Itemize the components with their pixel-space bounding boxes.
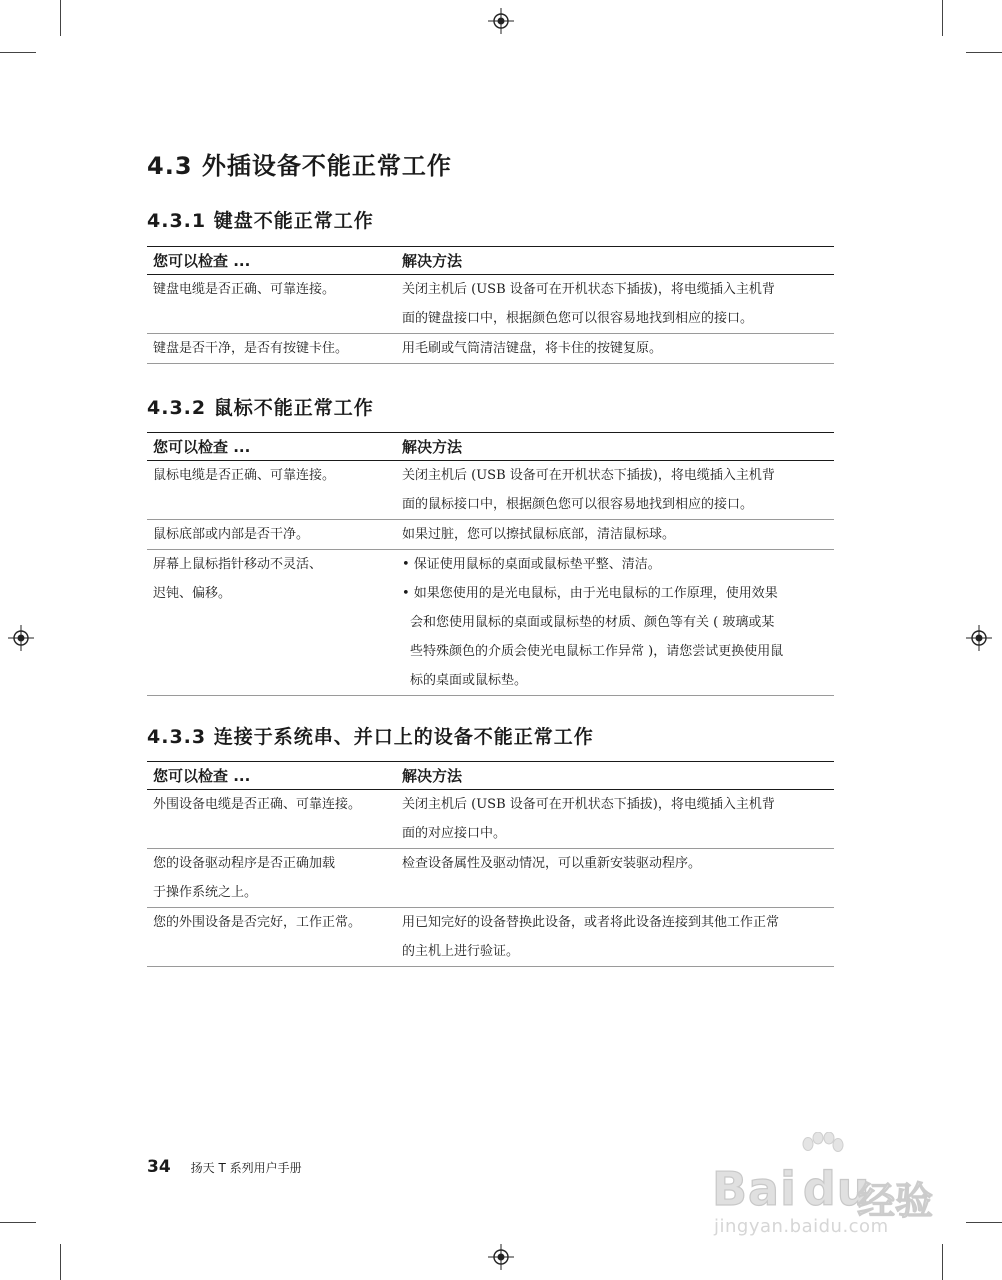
crop-mark [966, 1222, 1002, 1223]
keyboard-subsection-title: 4.3.1 键盘不能正常工作 [147, 210, 374, 232]
section-title: 4.3 外插设备不能正常工作 [147, 152, 452, 180]
check-cell [147, 790, 396, 849]
cell-line: 关闭主机后 (USB 设备可在开机状态下插拔)，将电缆插入主机背 [402, 797, 775, 812]
cell-line: 键盘是否干净，是否有按键卡住。 [153, 341, 349, 356]
cell-line: 屏幕上鼠标指针移动不灵活、 [153, 557, 323, 572]
table-row [147, 275, 834, 334]
table-header-row [147, 762, 834, 790]
ports-subsection-title: 4.3.3 连接于系统串、并口上的设备不能正常工作 [147, 726, 594, 748]
check-cell [147, 908, 396, 967]
check-cell [147, 550, 396, 696]
cell-line: 的主机上进行验证。 [402, 944, 520, 959]
crop-mark [60, 1244, 61, 1280]
solution-cell [396, 908, 834, 967]
watermark-jingyan: 经验 [857, 1179, 934, 1223]
cell-line: 外围设备电缆是否正确、可靠连接。 [153, 797, 362, 812]
crop-mark [0, 1222, 36, 1223]
cell-line: 标的桌面或鼠标垫。 [410, 673, 528, 688]
table-row [147, 334, 834, 364]
check-cell [147, 849, 396, 908]
check-column-header: 您可以检查 ... [147, 433, 396, 461]
cell-line: 会和您使用鼠标的桌面或鼠标垫的材质、颜色等有关 ( 玻璃或某 [410, 615, 775, 630]
cell-line: 关闭主机后 (USB 设备可在开机状态下插拔)，将电缆插入主机背 [402, 468, 775, 483]
cell-line: • 如果您使用的是光电鼠标，由于光电鼠标的工作原理，使用效果 [402, 586, 778, 601]
solution-column-header: 解决方法 [396, 247, 834, 275]
solution-cell [396, 550, 834, 696]
solution-cell [396, 849, 834, 908]
table-row [147, 908, 834, 967]
solution-cell [396, 334, 834, 364]
solution-column-header: 解决方法 [396, 762, 834, 790]
solution-cell [396, 790, 834, 849]
check-cell [147, 334, 396, 364]
watermark-url: jingyan.baidu.com [714, 1216, 889, 1237]
check-column-header: 您可以检查 ... [147, 762, 396, 790]
cell-line: 面的对应接口中。 [402, 826, 507, 841]
book-title: 扬天 T 系列用户手册 [190, 1161, 302, 1175]
cell-line: • 保证使用鼠标的桌面或鼠标垫平整、清洁。 [402, 557, 661, 572]
cell-line: 些特殊颜色的介质会使光电鼠标工作异常 )，请您尝试更换使用鼠 [410, 644, 784, 659]
cell-line: 鼠标底部或内部是否干净。 [153, 527, 310, 542]
check-cell [147, 461, 396, 520]
cell-line: 用毛刷或气筒清洁键盘，将卡住的按键复原。 [402, 341, 663, 356]
registration-mark-icon [488, 1244, 514, 1270]
cell-line: 关闭主机后 (USB 设备可在开机状态下插拔)，将电缆插入主机背 [402, 282, 775, 297]
crop-mark [942, 0, 943, 36]
table-header-row [147, 433, 834, 461]
solution-cell [396, 461, 834, 520]
check-column-header: 您可以检查 ... [147, 247, 396, 275]
page-number: 34 [147, 1157, 171, 1177]
cell-line: 面的键盘接口中，根据颜色您可以很容易地找到相应的接口。 [402, 311, 754, 326]
cell-line: 如果过脏，您可以擦拭鼠标底部，清洁鼠标球。 [402, 527, 676, 542]
table-row [147, 520, 834, 550]
page-footer [147, 1157, 302, 1177]
solution-cell [396, 275, 834, 334]
registration-mark-icon [488, 8, 514, 34]
cell-line: 鼠标电缆是否正确、可靠连接。 [153, 468, 336, 483]
mouse-subsection-title: 4.3.2 鼠标不能正常工作 [147, 397, 374, 419]
cell-line: 面的鼠标接口中，根据颜色您可以很容易地找到相应的接口。 [402, 497, 754, 512]
crop-mark [966, 52, 1002, 53]
cell-line: 于操作系统之上。 [153, 885, 258, 900]
keyboard-table [147, 246, 834, 364]
cell-line: 您的设备驱动程序是否正确加载 [153, 856, 336, 871]
cell-line: 键盘电缆是否正确、可靠连接。 [153, 282, 336, 297]
cell-line: 您的外围设备是否完好，工作正常。 [153, 915, 362, 930]
registration-mark-icon [966, 625, 992, 651]
registration-mark-icon [8, 625, 34, 651]
table-row [147, 461, 834, 520]
baidu-jingyan-watermark [712, 1132, 942, 1242]
check-cell [147, 520, 396, 550]
ports-table [147, 761, 834, 967]
check-cell [147, 275, 396, 334]
solution-cell [396, 520, 834, 550]
table-row [147, 849, 834, 908]
cell-line: 迟钝、偏移。 [153, 586, 232, 601]
crop-mark [60, 0, 61, 36]
crop-mark [0, 52, 36, 53]
table-row [147, 790, 834, 849]
mouse-table [147, 432, 834, 696]
watermark-brand [712, 1162, 871, 1216]
cell-line: 用已知完好的设备替换此设备，或者将此设备连接到其他工作正常 [402, 915, 780, 930]
cell-line: 检查设备属性及驱动情况，可以重新安装驱动程序。 [402, 856, 702, 871]
crop-mark [942, 1244, 943, 1280]
watermark-brand-part: du [802, 1162, 871, 1216]
table-row [147, 550, 834, 696]
solution-column-header: 解决方法 [396, 433, 834, 461]
watermark-brand-part: Bai [712, 1162, 797, 1216]
table-header-row [147, 247, 834, 275]
